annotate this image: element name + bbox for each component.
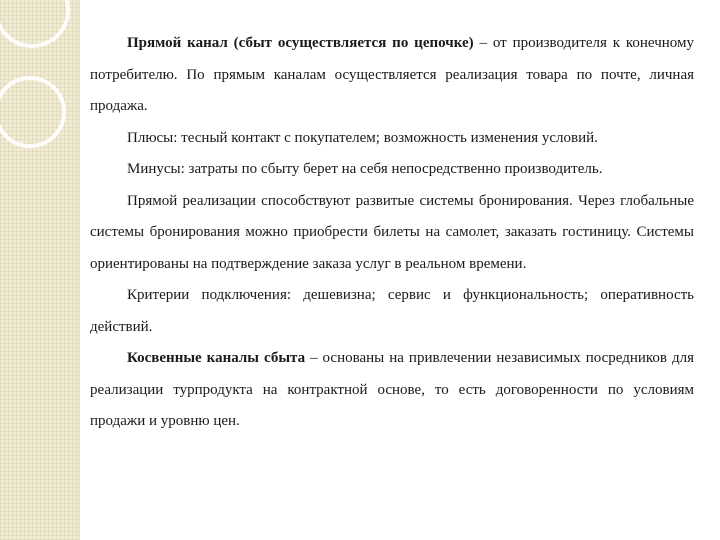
indirect-channels-definition: – основаны на привлечении независимых посредников для реализации турпродукта на контрактной основе, то есть договоренности по условиям продажи и уровню цен. <box>90 350 695 429</box>
paragraph-cons: Минусы: затраты по сбыту берет на себя непосредственно производитель. <box>127 161 603 177</box>
term-direct-channel: Прямой канал (сбыт осуществляется по цепочке) <box>127 35 474 51</box>
term-indirect-channels: Косвенные каналы сбыта <box>127 350 306 366</box>
direct-channel-definition: – от производителя к конечному потребителю. По прямым каналам осуществляется реализация товара по почте, личная продажа. <box>90 35 694 114</box>
decorative-circles-icon <box>0 0 80 160</box>
document-body <box>90 28 694 438</box>
paragraph-indirect-channels <box>90 343 694 438</box>
paragraph-pros: Плюсы: тесный контакт с покупателем; возможность изменения условий. <box>127 129 598 146</box>
paragraph-criteria: Критерии подключения: дешевизна; сервис и функциональность; оперативность действий. <box>90 287 694 335</box>
paragraph-direct-channel <box>90 28 694 123</box>
paragraph-booking-systems: Прямой реализации способствуют развитые системы бронирования. Через глобальные системы бронирования можно приобрести билеты на самолет, заказать гостиницу. Системы ориентированы на подтверждение заказа услуг в реальном времени. <box>90 192 694 272</box>
